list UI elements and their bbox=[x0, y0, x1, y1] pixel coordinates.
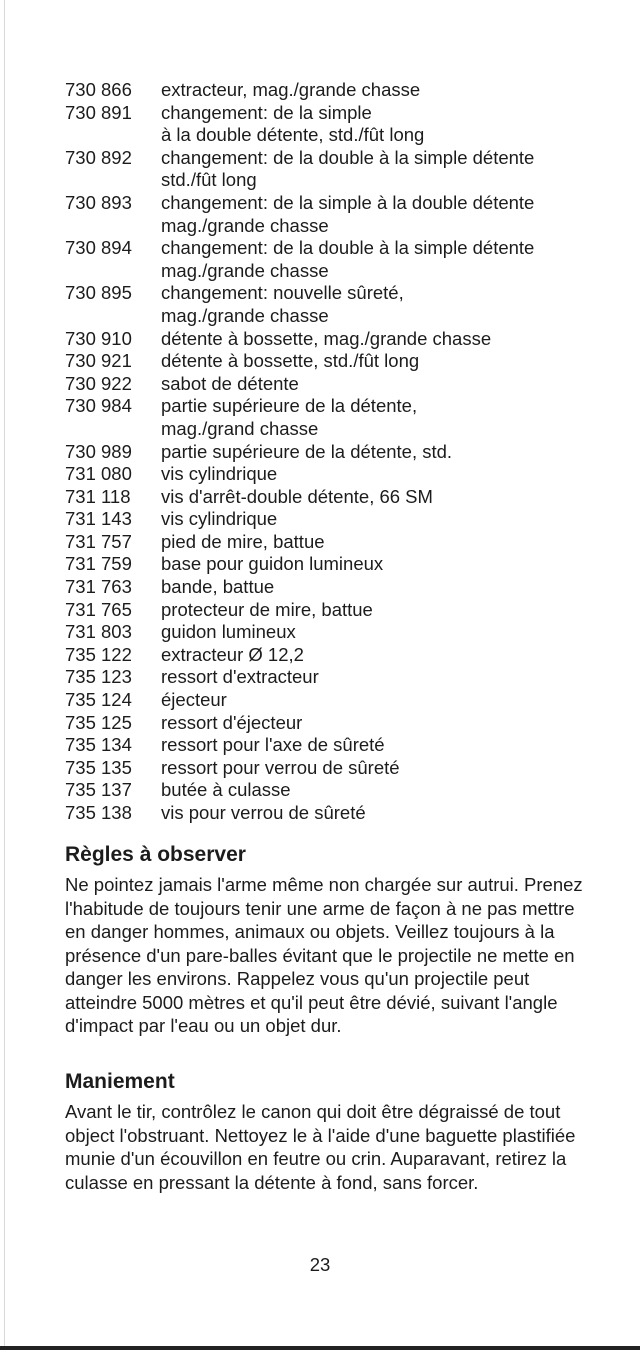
part-description-line: à la double détente, std./fût long bbox=[161, 124, 425, 146]
part-description-line: changement: de la double à la simple détente bbox=[161, 146, 535, 168]
part-row bbox=[65, 79, 605, 102]
part-description-line: vis cylindrique bbox=[161, 463, 278, 485]
part-description bbox=[161, 734, 605, 757]
part-description bbox=[161, 779, 605, 802]
part-description bbox=[161, 486, 605, 509]
part-description-line: ressort pour l'axe de sûreté bbox=[161, 734, 385, 756]
part-description-line: sabot de détente bbox=[161, 372, 299, 394]
part-row bbox=[65, 802, 605, 825]
part-row bbox=[65, 621, 605, 644]
part-description bbox=[161, 553, 605, 576]
part-number: 735 138 bbox=[65, 802, 132, 823]
part-description-line: partie supérieure de la détente, std. bbox=[161, 440, 453, 462]
part-number: 735 124 bbox=[65, 689, 132, 711]
section-regles bbox=[65, 842, 595, 1038]
section-heading-regles: Règles à observer bbox=[65, 843, 246, 866]
part-description-line: ressort pour verrou de sûreté bbox=[161, 756, 400, 778]
part-number: 731 757 bbox=[65, 530, 132, 552]
part-description bbox=[161, 712, 605, 735]
part-row bbox=[65, 644, 605, 667]
part-description-line: éjecteur bbox=[161, 689, 227, 711]
part-description-line: mag./grande chasse bbox=[161, 304, 329, 326]
part-row bbox=[65, 463, 605, 486]
part-number: 731 759 bbox=[65, 553, 132, 575]
part-number: 731 143 bbox=[65, 508, 132, 530]
part-description-line: changement: de la simple à la double détente bbox=[161, 191, 535, 213]
part-row bbox=[65, 689, 605, 712]
part-description-line: changement: de la simple bbox=[161, 101, 372, 123]
part-description-line: butée à culasse bbox=[161, 779, 291, 801]
bottom-rule bbox=[0, 1346, 640, 1350]
part-description bbox=[161, 802, 605, 825]
part-description bbox=[161, 237, 605, 282]
part-description-line: pied de mire, battue bbox=[161, 530, 325, 552]
part-description bbox=[161, 576, 605, 599]
part-description-line: détente à bossette, mag./grande chasse bbox=[161, 327, 492, 349]
part-description-line: ressort d'éjecteur bbox=[161, 711, 303, 733]
part-row bbox=[65, 350, 605, 373]
part-number: 735 137 bbox=[65, 779, 132, 801]
part-number: 731 765 bbox=[65, 598, 132, 620]
part-number: 731 080 bbox=[65, 463, 132, 485]
part-number: 730 866 bbox=[65, 79, 132, 100]
part-description bbox=[161, 441, 605, 464]
part-description bbox=[161, 508, 605, 531]
part-number: 735 125 bbox=[65, 711, 132, 733]
part-row bbox=[65, 779, 605, 802]
part-description-line: ressort d'extracteur bbox=[161, 666, 319, 688]
part-description bbox=[161, 757, 605, 780]
part-description bbox=[161, 79, 605, 102]
part-number: 730 910 bbox=[65, 327, 132, 349]
part-description bbox=[161, 599, 605, 622]
part-row bbox=[65, 328, 605, 351]
parts-list bbox=[65, 79, 605, 825]
part-row bbox=[65, 508, 605, 531]
part-number: 730 891 bbox=[65, 101, 132, 123]
part-number: 735 122 bbox=[65, 643, 132, 665]
part-description bbox=[161, 350, 605, 373]
part-number: 731 803 bbox=[65, 621, 132, 643]
part-row bbox=[65, 666, 605, 689]
part-row bbox=[65, 576, 605, 599]
part-row bbox=[65, 373, 605, 396]
part-description bbox=[161, 463, 605, 486]
part-number: 735 135 bbox=[65, 756, 132, 778]
part-description-line: std./fût long bbox=[161, 169, 257, 191]
part-row bbox=[65, 147, 605, 192]
part-description-line: vis pour verrou de sûreté bbox=[161, 802, 366, 823]
part-description-line: mag./grand chasse bbox=[161, 417, 319, 439]
part-number: 735 123 bbox=[65, 666, 132, 688]
part-description bbox=[161, 282, 605, 327]
part-row bbox=[65, 712, 605, 735]
part-description bbox=[161, 373, 605, 396]
part-row bbox=[65, 486, 605, 509]
part-description bbox=[161, 644, 605, 667]
part-row bbox=[65, 757, 605, 780]
part-description-line: mag./grande chasse bbox=[161, 259, 329, 281]
section-body-maniement: Avant le tir, contrôlez le canon qui doit être dégraissé de tout object l'obstruant. Nettoyez le à l'aide d'une baguette plastifiée munie d'un écouvillon en feutre ou crin. Auparavant, retirez la culasse en pressant la détente à fond, sans forcer. bbox=[65, 1101, 576, 1193]
part-row bbox=[65, 282, 605, 327]
part-description-line: bande, battue bbox=[161, 576, 275, 598]
part-number: 730 892 bbox=[65, 146, 132, 168]
part-description-line: extracteur Ø 12,2 bbox=[161, 643, 304, 665]
part-description-line: protecteur de mire, battue bbox=[161, 598, 373, 620]
part-description-line: vis d'arrêt-double détente, 66 SM bbox=[161, 485, 433, 507]
part-row bbox=[65, 192, 605, 237]
part-description-line: vis cylindrique bbox=[161, 508, 278, 530]
part-description bbox=[161, 621, 605, 644]
part-row bbox=[65, 102, 605, 147]
part-number: 730 921 bbox=[65, 350, 132, 372]
part-description bbox=[161, 147, 605, 192]
part-number: 730 922 bbox=[65, 372, 132, 394]
part-description-line: extracteur, mag./grande chasse bbox=[161, 79, 421, 100]
part-description-line: changement: nouvelle sûreté, bbox=[161, 282, 404, 304]
part-number: 730 989 bbox=[65, 440, 132, 462]
part-description-line: partie supérieure de la détente, bbox=[161, 395, 418, 417]
part-row bbox=[65, 531, 605, 554]
part-description bbox=[161, 689, 605, 712]
part-row bbox=[65, 441, 605, 464]
part-number: 730 984 bbox=[65, 395, 132, 417]
part-description bbox=[161, 531, 605, 554]
part-row bbox=[65, 237, 605, 282]
part-description-line: base pour guidon lumineux bbox=[161, 553, 384, 575]
part-description bbox=[161, 328, 605, 351]
part-number: 730 894 bbox=[65, 237, 132, 259]
part-number: 730 895 bbox=[65, 282, 132, 304]
section-body-regles: Ne pointez jamais l'arme même non chargée sur autrui. Prenez l'habitude de toujours tenir une arme de façon à ne pas mettre en danger hommes, animaux ou objets. Veillez toujours à la présence d'un pare-balles évitant que le projectile ne mette en danger les environs. Rappelez vous qu'un projectile peut atteindre 5000 mètres et qu'il peut être dévié, suivant l'angle d'impact par l'eau ou un objet dur. bbox=[65, 874, 583, 1036]
page-edge-line bbox=[4, 0, 5, 1348]
part-row bbox=[65, 599, 605, 622]
part-number: 731 763 bbox=[65, 576, 132, 598]
part-description-line: changement: de la double à la simple détente bbox=[161, 237, 535, 259]
section-maniement bbox=[65, 1069, 595, 1194]
part-description bbox=[161, 666, 605, 689]
part-number: 731 118 bbox=[65, 485, 131, 507]
part-number: 735 134 bbox=[65, 734, 132, 756]
part-description bbox=[161, 395, 605, 440]
part-number: 730 893 bbox=[65, 191, 132, 213]
part-row bbox=[65, 734, 605, 757]
part-description-line: mag./grande chasse bbox=[161, 214, 329, 236]
part-description bbox=[161, 192, 605, 237]
section-heading-maniement: Maniement bbox=[65, 1070, 175, 1093]
part-row bbox=[65, 395, 605, 440]
part-description bbox=[161, 102, 605, 147]
page-number: 23 bbox=[309, 1254, 331, 1275]
part-description-line: détente à bossette, std./fût long bbox=[161, 350, 420, 372]
part-row bbox=[65, 553, 605, 576]
part-description-line: guidon lumineux bbox=[161, 621, 296, 643]
